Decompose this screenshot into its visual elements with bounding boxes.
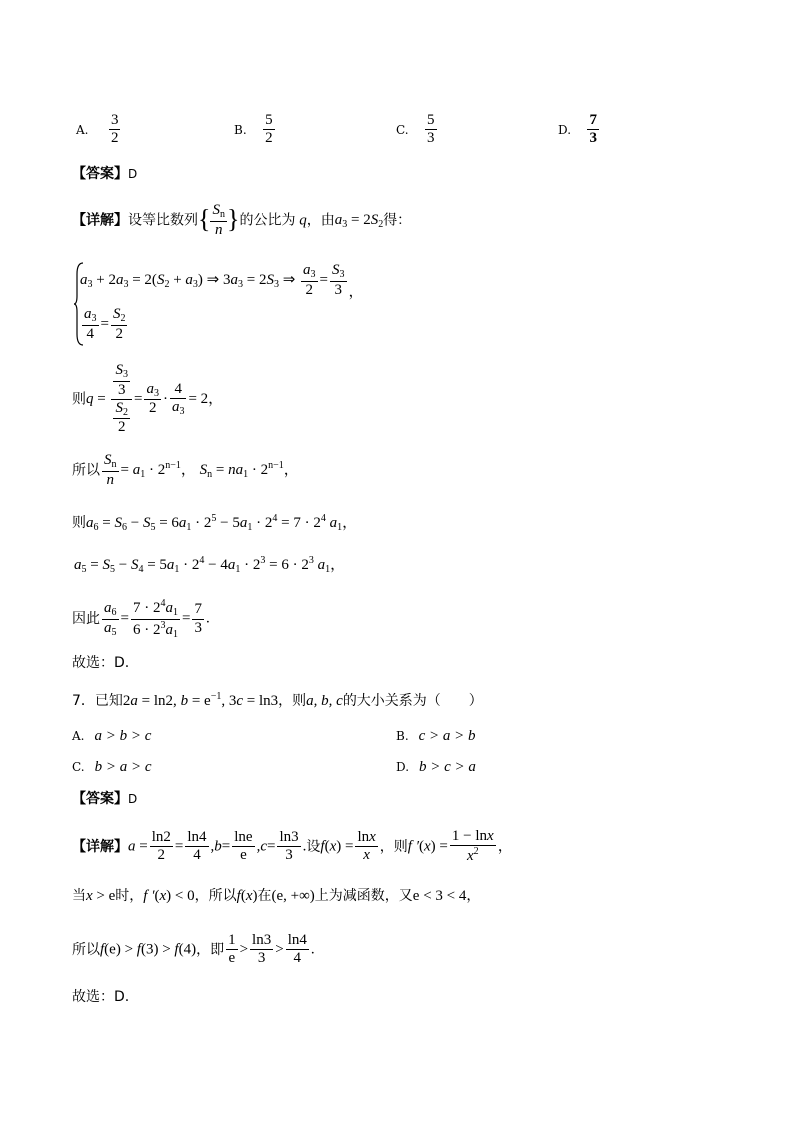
option-fraction: $\frac{5}{3}$ [427,112,435,147]
option-letter: D. [558,122,572,137]
q6-option-d [558,112,601,148]
q7-option-a: A. a > b > c [72,728,152,744]
q6-detail-intro: 【详解】设等比数列{ $\frac{S_n}{n}$ }的公比为 q，由$a_3 = 2S_2$得： [72,202,412,238]
sn-formula-line: 所以 $\frac{S_n}{n}$ = $a_1 \cdot 2^{n-1}$， $S_n = na_1 \cdot 2^{n-1}$， [72,452,299,488]
q6-option-b [234,112,277,148]
system-equation-2: $\frac{a_3}{4}$ = $\frac{S_2}{2}$ [84,306,126,342]
q7-when-line: 当x > e时，f ′(x) < 0，所以f(x)在(e, +∞)上为减函数，又e < 3 < 4， [72,888,481,904]
q6-select: 故选：D. [72,655,130,671]
q7-detail-line: 【详解】a = $\frac{\ln 2}{2}$ = $\frac{\ln 4}{4}$ ,b= $\frac{\ln e}{e}$ ,c= $\frac{\ln 3}{3}$ .设f(x) = $\frac{\ln x}{x}$ ，则f ′(x) = $\frac{1 - \ln x}{x^2}$ ， [72,828,513,865]
ratio-conclusion-line: 因此 $\frac{a_6}{a_5}$ = $\frac{7 \cdot 2^4a_1}{6 \cdot 2^3a_1}$ = $\frac{7}{3}$ . [72,598,210,640]
option-fraction: $\frac{7}{3}$ [589,112,597,147]
q6-answer: 【答案】D [72,166,138,182]
q6-option-c [396,112,439,148]
q7-select: 故选：D. [72,989,130,1005]
system-equation-1: $a_3 + 2a_3 = 2(S_2 + a_3)$ ⇒ $3a_3 = 2S_3$ ⇒ $\frac{a_3}{2}$ = $\frac{S_3}{3}$ ， [80,262,364,300]
option-letter: C. [396,122,409,137]
q7-answer: 【答案】D [72,791,138,807]
a5-line: $a_5 = S_5 - S_4 = 5a_1 \cdot 2^4 - 4a_1 \cdot 2^3 = 6 \cdot 2^3$ $a_1$， [74,555,346,575]
q7-option-c: C. b > a > c [72,759,152,775]
q6-option-a [76,112,122,148]
q-ratio-line: 则q = $\frac{\frac{S_3}{3}}{\frac{S_2}{2}}$ = $\frac{a_3}{2}$ · $\frac{4}{a_3}$ = 2， [72,362,224,436]
q7-option-d: D. b > c > a [396,759,476,775]
q7-stem: 7．已知2a = ln2, $b = e^{-1}$, 3c = ln3，则a, b, c的大小关系为（ ） [72,691,483,709]
option-letter: A. [76,122,89,137]
option-letter: B. [234,122,247,137]
option-fraction: $\frac{5}{2}$ [265,112,273,147]
option-fraction: $\frac{3}{2}$ [110,112,119,147]
a6-line: 则$a_6 = S_6 - S_5 = 6a_1 \cdot 2^5 - 5a_1 \cdot 2^4 = 7 \cdot 2^4$ $a_1$， [72,513,358,533]
q7-so-line: 所以f(e) > f(3) > f(4)，即 $\frac{1}{e}$ > $\frac{\ln 3}{3}$ > $\frac{\ln 4}{4}$ . [72,932,315,967]
q7-option-b: B. c > a > b [396,728,476,744]
